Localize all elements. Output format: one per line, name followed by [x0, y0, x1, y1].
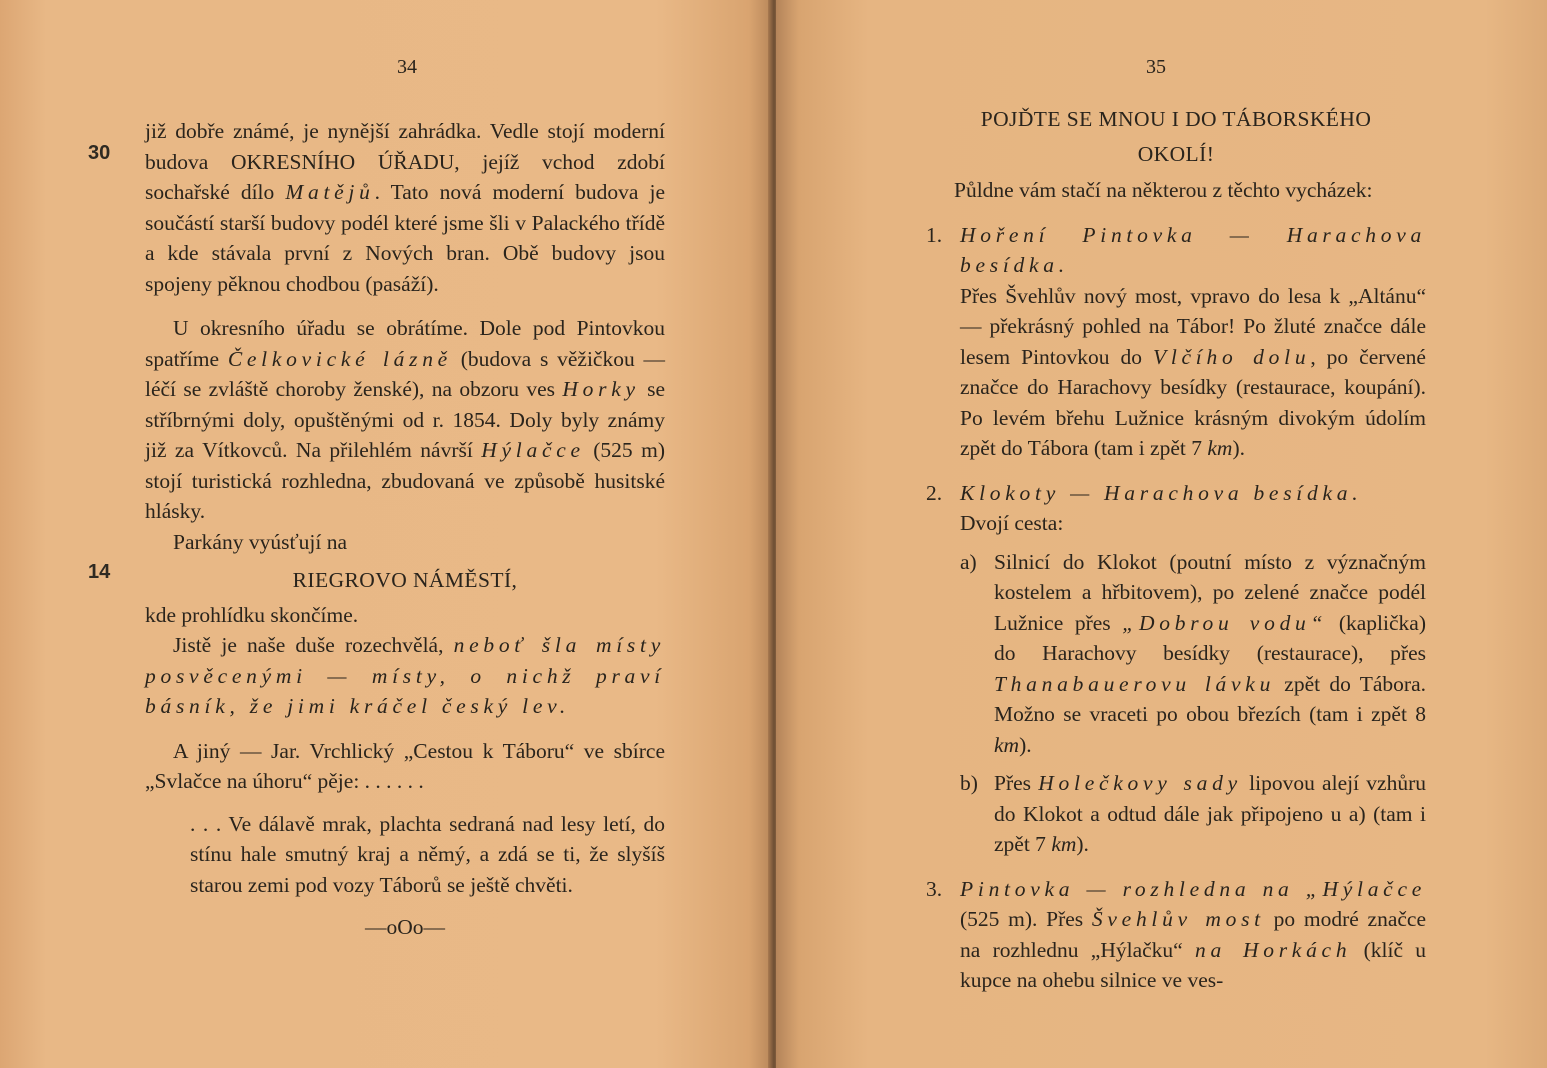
- paragraph: A jiný — Jar. Vrchlický „Cestou k Táboru“ ve sbírce „Svlačce na úhoru“ pěje: . . . . . .: [145, 738, 665, 793]
- list-item: [926, 478, 1426, 860]
- text: Přes Švehlův nový most, vpravo do lesa k „Altánu“ — překrásný pohled na Tábor! Po žluté značce dále lesem Pintovkou do: [960, 283, 1426, 369]
- text: (klíč u kupce na ohebu silnice ve ves-: [960, 937, 1427, 992]
- emphasis: „Dobrou vodu“: [1122, 610, 1328, 635]
- page-number-left: 34: [397, 56, 417, 78]
- text: (525 m) stojí turistická rozhledna, zbudovaná ve způsobě husitské hlásky.: [145, 438, 665, 523]
- text: ).: [1076, 832, 1089, 856]
- page-number-right: 35: [1146, 56, 1166, 78]
- text: ).: [1232, 436, 1245, 460]
- list-number: 3.: [926, 876, 943, 901]
- emphasis: neboť šla místy posvěcenými — místy, o nichž praví básník, že jimi kráčel český lev.: [145, 633, 665, 718]
- sub-item: [960, 547, 1426, 761]
- text-line: . Tato nová moderní budova je součástí starší budovy podél které jsme šli v Palackého třídě a kde stávala první z Nových bran. Obě budovy jsou spojeny pěknou chodbou (pasáží).: [145, 180, 666, 296]
- sub-label: b): [960, 771, 978, 795]
- unit: km: [994, 732, 1020, 757]
- text: Dvojí cesta:: [960, 511, 1064, 535]
- paragraph: Parkány vyúsťují na: [173, 529, 347, 554]
- list-item: [926, 220, 1426, 464]
- text: (kaplička) do Harachovy besídky (restaurace), přes: [994, 610, 1426, 665]
- list-number: 1.: [926, 222, 943, 247]
- margin-mark: 14: [88, 561, 111, 583]
- emphasis: Švehlův most: [1091, 907, 1265, 931]
- unit: km: [1051, 832, 1077, 856]
- emphasis: Čelkovické lázně: [227, 346, 452, 371]
- emphasis: Horky: [562, 377, 640, 401]
- text: , po červené značce do Harachovy besídky (restaurace, koupání). Po levém břehu Lužnice krásným divokým údolím zpět do Tábora (tam i zpět 7: [960, 344, 1426, 460]
- text: se stříbrnými doly, opuštěnými od r. 1854. Doly byly známy již za Vítkovců. Na přilehlém návrší: [145, 377, 665, 462]
- paragraph: kde prohlídku skončíme.: [145, 602, 359, 627]
- chapter-heading: POJĎTE SE MNOU I DO TÁBORSKÉHO: [980, 107, 1372, 131]
- left-page: [0, 0, 772, 1068]
- right-body-text: [926, 100, 1426, 996]
- emphasis: Hýlačce: [481, 438, 585, 462]
- end-mark: —oOo—: [364, 915, 446, 939]
- text: (525 m). Přes: [960, 907, 1092, 931]
- poem-quote: . . . Ve dálavě mrak, plachta sedraná nad lesy letí, do stínu hale smutný kraj a němý, a zdá se ti, že slyšíš starou zemi pod vozy Táborů se ještě chvěti.: [190, 811, 665, 897]
- text: Silnicí do Klokot (poutní místo z význačným kostelem a hřbitovem), po zelené značce podél Lužnice přes: [994, 549, 1426, 635]
- text: Jistě je naše duše rozechvělá,: [173, 633, 454, 657]
- paragraph: [145, 313, 665, 527]
- emphasis: Vlčího dolu: [1152, 344, 1311, 369]
- margin-mark: 30: [88, 142, 111, 164]
- paragraph: [145, 116, 665, 299]
- text: Přes: [994, 771, 1039, 795]
- paragraph: Půldne vám stačí na některou z těchto vycházek:: [954, 178, 1373, 202]
- chapter-heading: OKOLÍ!: [1137, 141, 1215, 166]
- paragraph: [145, 630, 665, 722]
- text: (budova s věžičkou — léčí se zvláště choroby ženské), na obzoru ves: [145, 346, 665, 401]
- item-title: Hoření Pintovka — Harachova besídka.: [960, 222, 1426, 277]
- list-item: [926, 874, 1426, 996]
- item-title: Pintovka — rozhledna na „Hýlačce: [960, 876, 1426, 901]
- text: lipovou alejí vzhůru do Klokot a odtud dále jak připojeno u a) (tam i zpět 7: [994, 771, 1427, 856]
- text: ).: [1019, 732, 1032, 757]
- text-line: stojí moderní budova OKRESNÍHO ÚŘADU,: [145, 119, 665, 174]
- emphasis: Holečkovy sady: [1038, 771, 1242, 795]
- unit: km: [1207, 436, 1233, 460]
- text-line: již dobře známé, je nynější zahrádka. Vedle: [145, 119, 539, 143]
- text-line: jejíž vchod zdobí sochařské dílo: [145, 149, 665, 204]
- emphasis: na Horkách: [1195, 937, 1352, 962]
- item-title: Klokoty — Harachova besídka.: [960, 480, 1363, 505]
- emphasis: Thanabauerovu lávku: [994, 671, 1276, 696]
- sub-label: a): [960, 549, 977, 574]
- text: U okresního úřadu se obrátíme. Dole pod Pintovkou spatříme: [145, 316, 665, 371]
- text: po modré značce na rozhlednu „Hýlačku“: [960, 907, 1426, 962]
- emphasis: Matějů: [285, 180, 375, 204]
- section-heading: RIEGROVO NÁMĚSTÍ,: [292, 568, 518, 592]
- text: zpět do Tábora. Možno se vraceti po obou březích (tam i zpět 8: [994, 671, 1426, 726]
- list-number: 2.: [926, 480, 943, 505]
- left-body-text: [145, 116, 665, 943]
- right-page: [776, 0, 1547, 1068]
- sub-item: [960, 768, 1426, 860]
